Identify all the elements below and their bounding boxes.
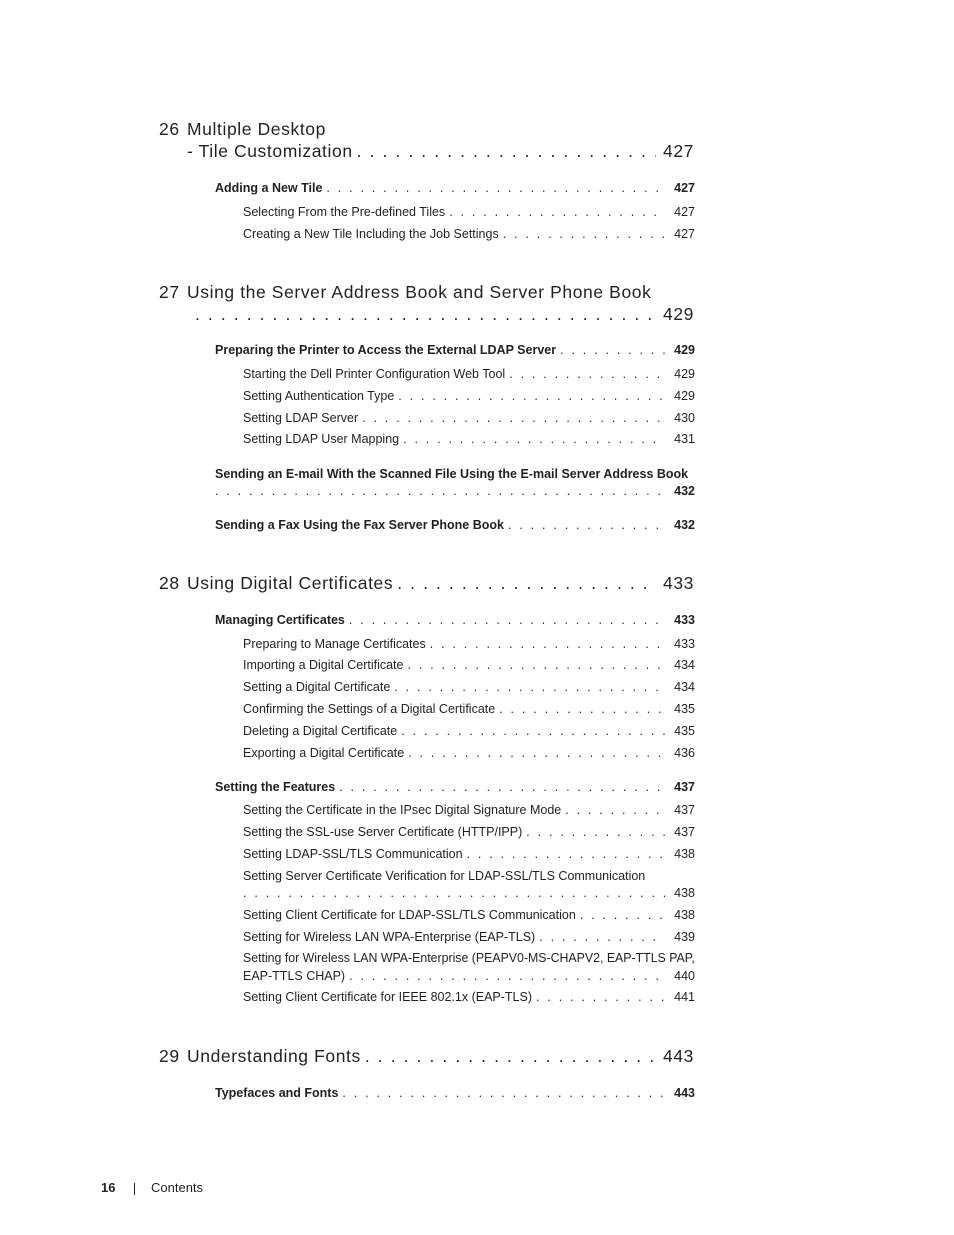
toc-entry[interactable] — [243, 803, 695, 817]
dot-leader — [195, 304, 656, 325]
entry-page: 437 — [674, 825, 695, 839]
entry-title: Sending an E-mail With the Scanned File Using the E-mail Server Address Book — [215, 467, 689, 481]
dot-leader — [539, 930, 665, 944]
dot-leader — [403, 432, 665, 446]
entry-page: 435 — [674, 724, 695, 738]
entry-page: 437 — [674, 780, 695, 794]
dot-leader — [398, 389, 665, 403]
toc-entry[interactable] — [243, 227, 695, 241]
dot-leader — [326, 181, 665, 195]
chapter-heading-continued[interactable] — [159, 141, 694, 162]
entry-title: Setting Client Certificate for LDAP-SSL/TLS Communication — [243, 908, 576, 922]
chapter-heading[interactable] — [159, 119, 694, 140]
chapter-number: 28 — [159, 573, 180, 593]
entry-title: Importing a Digital Certificate — [243, 658, 404, 672]
entry-title: Setting for Wireless LAN WPA-Enterprise (PEAPV0-MS-CHAPV2, EAP-TTLS PAP, — [243, 951, 695, 965]
entry-page: 437 — [674, 803, 695, 817]
toc-entry[interactable] — [243, 930, 695, 944]
entry-page: 438 — [674, 886, 695, 900]
entry-page: 427 — [674, 227, 695, 241]
toc-entry[interactable] — [243, 432, 695, 446]
entry-title: Setting LDAP-SSL/TLS Communication — [243, 847, 463, 861]
dot-leader — [508, 518, 665, 532]
dot-leader — [401, 724, 665, 738]
entry-page: 439 — [674, 930, 695, 944]
toc-entry-continued[interactable] — [215, 484, 695, 498]
toc-entry[interactable] — [215, 1086, 695, 1100]
dot-leader — [565, 803, 665, 817]
chapter-title: Understanding Fonts — [187, 1046, 361, 1066]
toc-entry[interactable] — [243, 658, 695, 672]
dot-leader — [349, 613, 665, 627]
dot-leader — [362, 411, 665, 425]
chapter-heading[interactable] — [159, 282, 694, 303]
entry-title: Typefaces and Fonts — [215, 1086, 339, 1100]
toc-entry[interactable] — [243, 869, 695, 883]
dot-leader — [407, 658, 665, 672]
entry-page: 434 — [674, 658, 695, 672]
entry-page: 427 — [674, 205, 695, 219]
entry-page: 429 — [674, 343, 695, 357]
chapter-title: Using Digital Certificates — [187, 573, 394, 593]
entry-page: 436 — [674, 746, 695, 760]
entry-title: Deleting a Digital Certificate — [243, 724, 398, 738]
entry-title: Preparing to Manage Certificates — [243, 637, 426, 651]
entry-title: Setting the Features — [215, 780, 336, 794]
chapter-page: 427 — [663, 141, 694, 161]
entry-page: 438 — [674, 847, 695, 861]
dot-leader — [430, 637, 665, 651]
chapter-number: 29 — [159, 1046, 180, 1066]
entry-title: Adding a New Tile — [215, 181, 323, 195]
entry-page: 432 — [674, 518, 695, 532]
entry-title: Setting Client Certificate for IEEE 802.1x (EAP-TLS) — [243, 990, 533, 1004]
dot-leader — [215, 484, 665, 498]
toc-entry[interactable] — [243, 205, 695, 219]
entry-title: Setting the Certificate in the IPsec Digital Signature Mode — [243, 803, 562, 817]
entry-title: Setting LDAP Server — [243, 411, 359, 425]
toc-entry[interactable] — [243, 389, 695, 403]
entry-title: Setting Authentication Type — [243, 389, 395, 403]
page-number: 16 — [101, 1180, 116, 1195]
dot-leader — [526, 825, 665, 839]
entry-title: Selecting From the Pre-defined Tiles — [243, 205, 446, 219]
entry-page: 443 — [674, 1086, 695, 1100]
entry-title: Setting LDAP User Mapping — [243, 432, 400, 446]
dot-leader — [243, 886, 665, 900]
toc-entry-continued[interactable] — [243, 969, 695, 983]
entry-page: 440 — [674, 969, 695, 983]
toc-entry[interactable] — [243, 411, 695, 425]
toc-entry[interactable] — [243, 680, 695, 694]
chapter-page: 443 — [663, 1046, 694, 1066]
entry-page: 431 — [674, 432, 695, 446]
chapter-number: 27 — [159, 282, 180, 302]
chapter-title: Multiple Desktop — [187, 119, 326, 139]
toc-entry[interactable] — [215, 518, 695, 532]
toc-entry[interactable] — [243, 367, 695, 381]
entry-title: EAP-TTLS CHAP) — [243, 969, 346, 983]
toc-entry[interactable] — [243, 951, 695, 965]
toc-entry[interactable] — [215, 780, 695, 794]
dot-leader — [349, 969, 665, 983]
toc-entry[interactable] — [215, 467, 695, 481]
dot-leader — [397, 573, 656, 594]
entry-page: 429 — [674, 389, 695, 403]
entry-page: 433 — [674, 637, 695, 651]
dot-leader — [365, 1046, 656, 1067]
chapter-page: 433 — [663, 573, 694, 593]
dot-leader — [536, 990, 665, 1004]
toc-entry[interactable] — [215, 343, 695, 357]
chapter-heading[interactable] — [159, 1046, 694, 1067]
dot-leader — [509, 367, 665, 381]
dot-leader — [580, 908, 665, 922]
page-footer — [0, 1180, 954, 1200]
entry-page: 438 — [674, 908, 695, 922]
entry-page: 441 — [674, 990, 695, 1004]
entry-title: Managing Certificates — [215, 613, 345, 627]
chapter-title: Using the Server Address Book and Server Phone Book — [187, 282, 652, 302]
entry-title: Confirming the Settings of a Digital Certificate — [243, 702, 496, 716]
toc-entry[interactable] — [215, 613, 695, 627]
toc-entry[interactable] — [243, 990, 695, 1004]
entry-page: 430 — [674, 411, 695, 425]
dot-leader — [467, 847, 665, 861]
dot-leader — [503, 227, 665, 241]
footer-section-title: Contents — [151, 1180, 204, 1195]
entry-title: Setting the SSL-use Server Certificate (HTTP/IPP) — [243, 825, 523, 839]
dot-leader — [394, 680, 665, 694]
dot-leader — [357, 141, 656, 162]
dot-leader — [499, 702, 665, 716]
chapter-heading[interactable] — [159, 573, 694, 594]
entry-page: 432 — [674, 484, 695, 498]
entry-page: 433 — [674, 613, 695, 627]
entry-title: Setting for Wireless LAN WPA-Enterprise (EAP-TLS) — [243, 930, 536, 944]
dot-leader — [408, 746, 665, 760]
chapter-heading-continued[interactable] — [159, 304, 694, 325]
chapter-number: 26 — [159, 119, 180, 139]
footer-divider — [134, 1183, 135, 1195]
toc-entry[interactable] — [243, 637, 695, 651]
entry-title: Sending a Fax Using the Fax Server Phone Book — [215, 518, 504, 532]
entry-title: Exporting a Digital Certificate — [243, 746, 405, 760]
entry-page: 435 — [674, 702, 695, 716]
entry-title: Setting Server Certificate Verification for LDAP-SSL/TLS Communication — [243, 869, 646, 883]
toc-entry[interactable] — [243, 908, 695, 922]
toc-entry[interactable] — [243, 724, 695, 738]
entry-page: 429 — [674, 367, 695, 381]
toc-entry[interactable] — [243, 847, 695, 861]
toc-entry[interactable] — [243, 702, 695, 716]
dot-leader — [560, 343, 665, 357]
entry-page: 427 — [674, 181, 695, 195]
toc-entry[interactable] — [215, 181, 695, 195]
chapter-page: 429 — [663, 304, 694, 324]
entry-page: 434 — [674, 680, 695, 694]
entry-title: Preparing the Printer to Access the External LDAP Server — [215, 343, 557, 357]
dot-leader — [449, 205, 665, 219]
entry-title: Creating a New Tile Including the Job Settings — [243, 227, 499, 241]
entry-title: Starting the Dell Printer Configuration Web Tool — [243, 367, 506, 381]
toc-entry[interactable] — [243, 746, 695, 760]
toc-entry-continued[interactable] — [243, 886, 695, 900]
chapter-title: - Tile Customization — [187, 141, 353, 161]
toc-entry[interactable] — [243, 825, 695, 839]
dot-leader — [339, 780, 665, 794]
entry-title: Setting a Digital Certificate — [243, 680, 391, 694]
dot-leader — [342, 1086, 665, 1100]
